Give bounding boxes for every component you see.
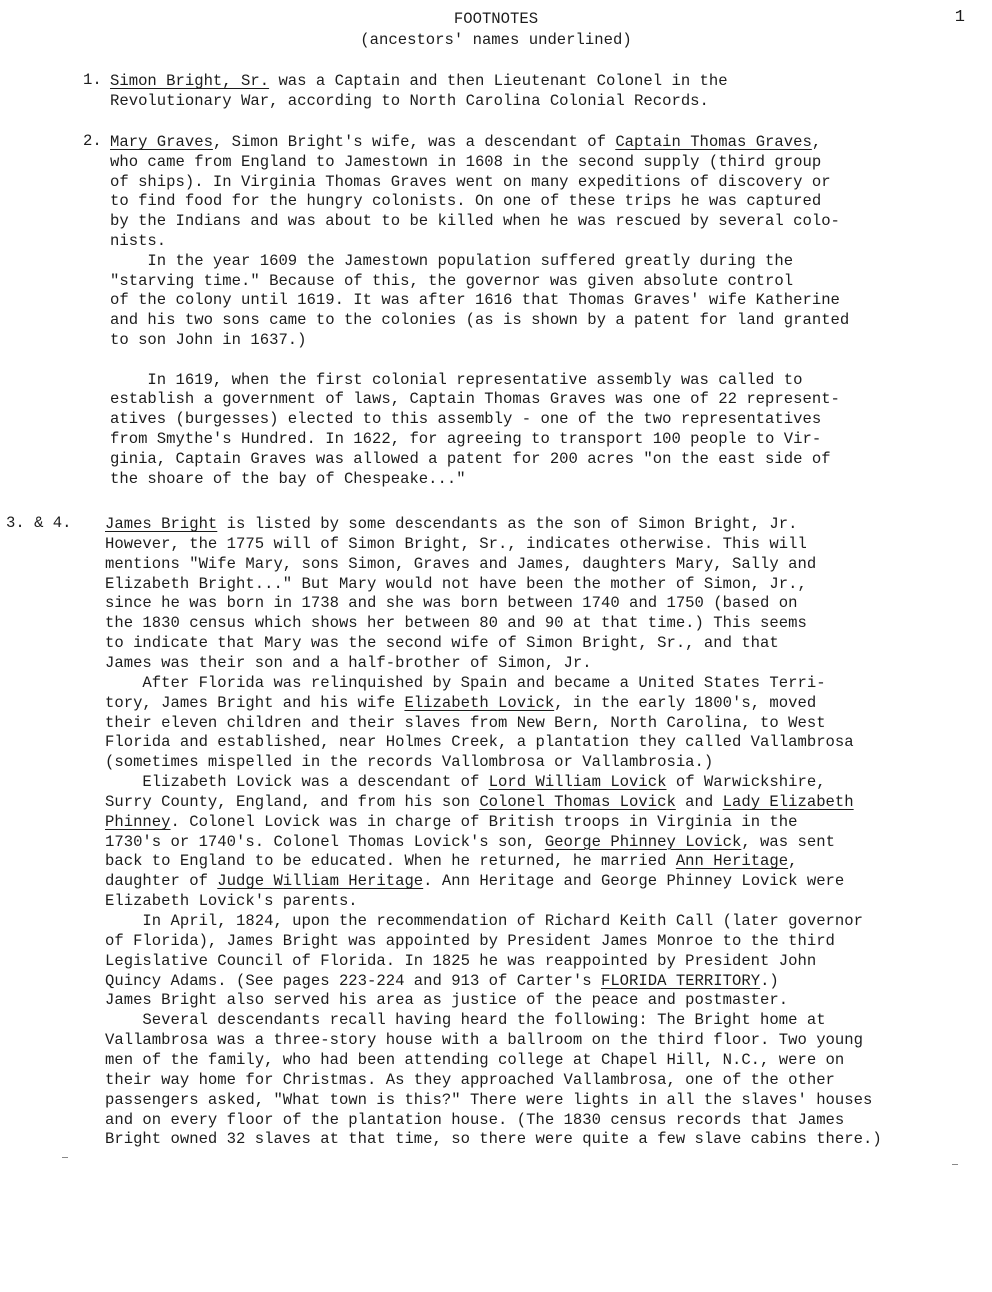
text-run: and bbox=[675, 792, 723, 811]
scan-speck bbox=[952, 1164, 958, 1165]
footnote-line bbox=[110, 310, 849, 330]
footnote-line bbox=[110, 469, 466, 489]
footnote-line bbox=[105, 1070, 835, 1090]
footnote-line bbox=[105, 971, 779, 991]
text-run: of the colony until 1619. It was after 1616 that Thomas Graves' wife Katherine bbox=[110, 291, 840, 310]
ancestor-name: George Phinney Lovick bbox=[544, 832, 742, 851]
footnote-number: 3. & 4. bbox=[6, 514, 72, 532]
footnote-line bbox=[105, 832, 835, 852]
footnote-line bbox=[110, 152, 821, 172]
text-run: establish a government of laws, Captain Thomas Graves was one of 22 represent- bbox=[110, 390, 840, 409]
text-run: , in the early 1800's, moved bbox=[554, 693, 817, 712]
text-run: and on every floor of the plantation house. (The 1830 census records that James bbox=[105, 1110, 845, 1129]
footnote-line bbox=[110, 211, 840, 231]
text-run: Quincy Adams. (See pages 223-224 and 913 of Carter's bbox=[105, 971, 601, 990]
text-run: to indicate that Mary was the second wife of Simon Bright, Sr., and that bbox=[105, 634, 779, 653]
text-run: to find food for the hungry colonists. On one of these trips he was captured bbox=[110, 192, 822, 211]
text-run: 1730's or 1740's. Colonel Thomas Lovick's son, bbox=[105, 832, 545, 851]
text-run: Elizabeth Lovick was a descendant of bbox=[105, 773, 489, 792]
footnote-line bbox=[105, 871, 844, 891]
footnote-line bbox=[105, 613, 807, 633]
footnote-line bbox=[105, 891, 358, 911]
text-run: Elizabeth Bright..." But Mary would not have been the mother of Simon, Jr., bbox=[105, 574, 807, 593]
text-run: "starving time." Because of this, the governor was given absolute control bbox=[110, 271, 794, 290]
text-run: .) bbox=[760, 971, 779, 990]
ancestor-name: Lord William Lovick bbox=[488, 773, 667, 792]
text-run: Legislative Council of Florida. In 1825 he was reappointed by President John bbox=[105, 951, 817, 970]
footnote-line bbox=[105, 574, 807, 594]
footnote-line bbox=[110, 231, 166, 251]
text-run: who came from England to Jamestown in 1608 in the second supply (third group bbox=[110, 152, 822, 171]
footnote-line bbox=[105, 633, 779, 653]
footnote-line bbox=[105, 752, 713, 772]
footnote-line bbox=[105, 1030, 863, 1050]
text-run: passengers asked, "What town is this?" There were lights in all the slaves' houses bbox=[105, 1090, 873, 1109]
text-run: tory, James Bright and his wife bbox=[105, 693, 405, 712]
footnote-line bbox=[110, 271, 793, 291]
text-run: atives (burgesses) elected to this assembly - one of the two representatives bbox=[110, 410, 822, 429]
footnote-line bbox=[105, 1090, 872, 1110]
text-run: . Colonel Lovick was in charge of British troops in Virginia in the bbox=[170, 812, 798, 831]
text-run: Bright owned 32 slaves at that time, so there were quite a few slave cabins there.) bbox=[105, 1130, 882, 1149]
footnote-line bbox=[105, 851, 797, 871]
text-run: to son John in 1637.) bbox=[110, 331, 307, 349]
text-run: In April, 1824, upon the recommendation of Richard Keith Call (later governor bbox=[105, 912, 863, 930]
footnote-line bbox=[110, 290, 840, 310]
ancestor-name: Colonel Thomas Lovick bbox=[479, 792, 676, 811]
text-run: their eleven children and their slaves from New Bern, North Carolina, to West bbox=[105, 713, 826, 732]
text-run: However, the 1775 will of Simon Bright, Sr., indicates otherwise. This will bbox=[105, 534, 807, 553]
text-run: of ships). In Virginia Thomas Graves went on many expeditions of discovery or bbox=[110, 172, 831, 191]
footnote-line bbox=[110, 330, 307, 350]
text-run: was a Captain and then Lieutenant Colonel in the bbox=[269, 72, 728, 90]
ancestor-name: Simon Bright, Sr. bbox=[110, 72, 270, 90]
text-run: Elizabeth Lovick's parents. bbox=[105, 892, 358, 911]
footnote-line bbox=[105, 593, 797, 613]
footnote-line bbox=[110, 389, 840, 409]
text-run: since he was born in 1738 and she was born between 1740 and 1750 (based on bbox=[105, 594, 798, 613]
text-run: back to England to be educated. When he returned, he married bbox=[105, 852, 676, 871]
footnote-line bbox=[105, 990, 788, 1010]
text-run: by the Indians and was about to be killed when he was rescued by several colo- bbox=[110, 212, 840, 231]
ancestor-name: Mary Graves bbox=[110, 133, 213, 151]
text-run: (sometimes mispelled in the records Vallombrosa or Vallambrosia.) bbox=[105, 753, 714, 772]
text-run: , was sent bbox=[741, 832, 835, 851]
ancestor-name: FLORIDA TERRITORY bbox=[600, 971, 761, 990]
text-run: their way home for Christmas. As they approached Vallambrosa, one of the other bbox=[105, 1070, 835, 1089]
footnote-line bbox=[110, 191, 821, 211]
footnote-line bbox=[105, 693, 816, 713]
footnote-line bbox=[105, 653, 592, 673]
page-title: FOOTNOTES bbox=[453, 10, 539, 28]
footnote-line bbox=[105, 554, 816, 574]
footnote-number: 1. bbox=[83, 71, 102, 89]
text-run: , bbox=[788, 852, 798, 871]
footnote-line bbox=[110, 409, 821, 429]
text-run: of Florida), James Bright was appointed by President James Monroe to the third bbox=[105, 931, 835, 950]
footnote-line bbox=[105, 1110, 844, 1130]
footnote-line bbox=[105, 951, 816, 971]
footnote-line bbox=[110, 172, 831, 192]
text-run: mentions "Wife Mary, sons Simon, Graves and James, daughters Mary, Sally and bbox=[105, 554, 817, 573]
footnote-line bbox=[105, 1050, 844, 1070]
text-run: the shoare of the bay of Chespeake..." bbox=[110, 469, 466, 488]
footnote-line bbox=[105, 1129, 882, 1149]
footnote-line bbox=[105, 534, 807, 554]
footnote-line bbox=[105, 931, 835, 951]
text-run: Surry County, England, and from his son bbox=[105, 792, 480, 811]
text-run: , Simon Bright's wife, was a descendant of bbox=[212, 133, 616, 151]
ancestor-name: Ann Heritage bbox=[675, 852, 789, 871]
text-run: the 1830 census which shows her between 80 and 90 at that time.) This seems bbox=[105, 614, 807, 633]
text-run: ginia, Captain Graves was allowed a patent for 200 acres "on the east side of bbox=[110, 449, 831, 468]
text-run: Revolutionary War, according to North Carolina Colonial Records. bbox=[110, 91, 709, 110]
footnote-line bbox=[105, 673, 826, 693]
text-run: . Ann Heritage and George Phinney Lovick were bbox=[423, 872, 845, 891]
ancestor-name: Captain Thomas Graves bbox=[615, 133, 812, 151]
footnote-line bbox=[105, 792, 854, 812]
footnote-line bbox=[110, 370, 802, 390]
page-subtitle: (ancestors' names underlined) bbox=[360, 31, 632, 49]
ancestor-name: Lady Elizabeth bbox=[722, 792, 854, 811]
footnote-line bbox=[105, 812, 798, 832]
text-run: James Bright also served his area as justice of the peace and postmaster. bbox=[105, 991, 789, 1010]
scan-speck bbox=[62, 1157, 68, 1158]
footnote-line bbox=[105, 713, 826, 733]
footnote-line bbox=[110, 91, 709, 111]
text-run: Vallambrosa was a three-story house with a ballroom on the third floor. Two young bbox=[105, 1031, 863, 1050]
text-run: is listed by some descendants as the son of Simon Bright, Jr. bbox=[217, 515, 798, 533]
ancestor-name: Judge William Heritage bbox=[217, 872, 424, 891]
footnote-line bbox=[110, 132, 821, 152]
ancestor-name: Elizabeth Lovick bbox=[404, 693, 555, 712]
footnote-line bbox=[105, 732, 854, 752]
text-run: , bbox=[811, 133, 822, 151]
footnote-line bbox=[110, 449, 831, 469]
text-run: daughter of bbox=[105, 872, 218, 891]
ancestor-name: James Bright bbox=[105, 515, 218, 533]
footnote-line bbox=[105, 911, 863, 931]
text-run: After Florida was relinquished by Spain and became a United States Terri- bbox=[105, 673, 826, 692]
page-number: 1 bbox=[954, 8, 965, 27]
footnote-line bbox=[110, 251, 793, 271]
footnote-number: 2. bbox=[83, 132, 102, 150]
text-run: In the year 1609 the Jamestown population suffered greatly during the bbox=[110, 251, 794, 270]
footnote-line bbox=[105, 1010, 826, 1030]
ancestor-name: Phinney bbox=[105, 812, 171, 831]
text-run: nists. bbox=[110, 232, 167, 250]
text-run: of Warwickshire, bbox=[666, 773, 826, 792]
text-run: James was their son and a half-brother of Simon, Jr. bbox=[105, 653, 592, 672]
text-run: In 1619, when the first colonial representative assembly was called to bbox=[110, 370, 803, 389]
footnote-line bbox=[110, 71, 728, 91]
footnote-line bbox=[105, 772, 826, 792]
text-run: and his two sons came to the colonies (as is shown by a patent for land granted bbox=[110, 311, 850, 330]
text-run: Several descendants recall having heard the following: The Bright home at bbox=[105, 1011, 826, 1030]
text-run: men of the family, who had been attending college at Chapel Hill, N.C., were on bbox=[105, 1050, 845, 1069]
text-run: from Smythe's Hundred. In 1622, for agreeing to transport 100 people to Vir- bbox=[110, 430, 822, 448]
footnote-line bbox=[110, 429, 821, 449]
text-run: Florida and established, near Holmes Creek, a plantation they called Vallambrosa bbox=[105, 733, 854, 752]
footnote-line bbox=[105, 514, 797, 534]
